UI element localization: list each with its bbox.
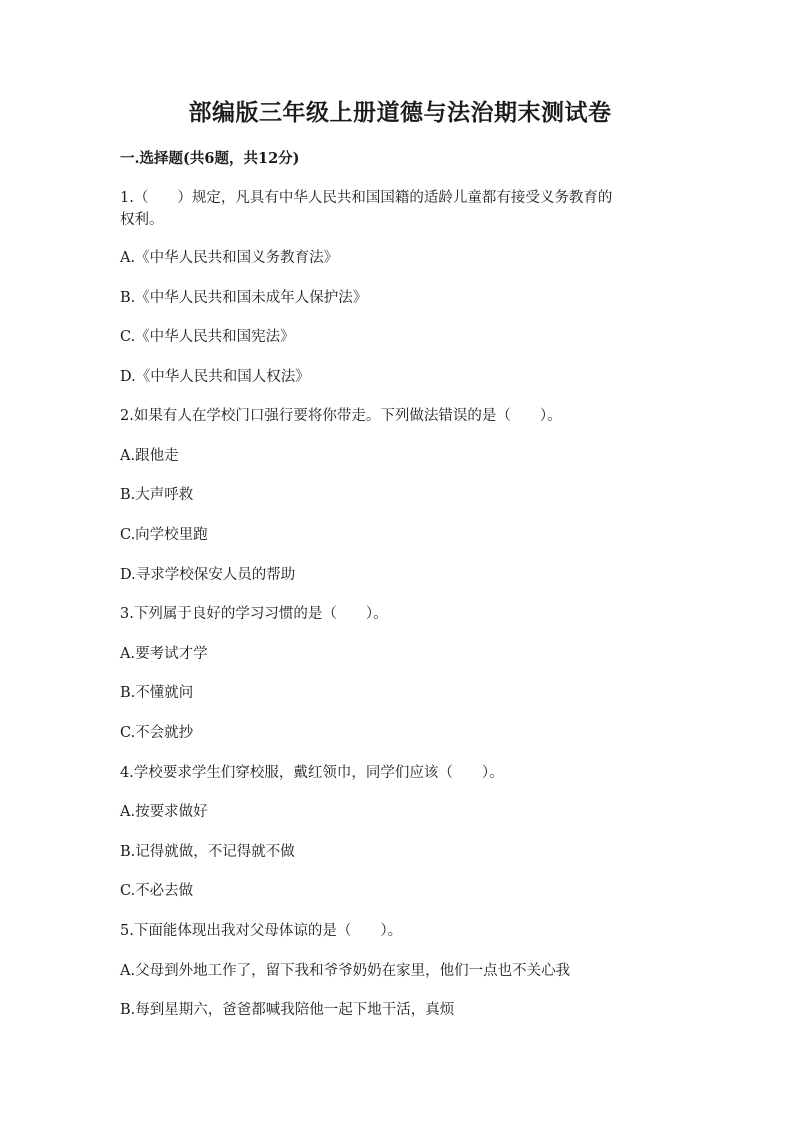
question-2-stem: 2.如果有人在学校门口强行要将你带走。下列做法错误的是（ ）。 <box>120 408 562 424</box>
question-2-option-c: C.向学校里跑 <box>120 527 208 543</box>
question-3-option-a: A.要考试才学 <box>120 646 208 662</box>
question-5-option-a: A.父母到外地工作了，留下我和爷爷奶奶在家里，他们一点也不关心我 <box>120 963 571 979</box>
question-1-option-d: D.《中华人民共和国人权法》 <box>120 369 310 385</box>
question-4-option-a: A.按要求做好 <box>120 804 208 820</box>
exam-title: 部编版三年级上册道德与法治期末测试卷 <box>188 99 612 126</box>
question-4-option-c: C.不必去做 <box>120 883 194 899</box>
section-heading: 一.选择题(共6题，共12分) <box>120 150 300 167</box>
question-1-option-b: B.《中华人民共和国未成年人保护法》 <box>120 290 368 306</box>
question-4-option-b: B.记得就做，不记得就不做 <box>120 844 295 860</box>
question-5-stem: 5.下面能体现出我对父母体谅的是（ ）。 <box>120 923 403 939</box>
question-2-option-b: B.大声呼救 <box>120 487 194 503</box>
question-1-stem-line2: 权利。 <box>120 212 164 228</box>
question-5-option-b: B.每到星期六，爸爸都喊我陪他一起下地干活，真烦 <box>120 1002 455 1018</box>
question-1-stem-line1: 1.（ ）规定，凡具有中华人民共和国国籍的适龄儿童都有接受义务教育的 <box>120 190 613 206</box>
question-3-option-b: B.不懂就问 <box>120 685 194 701</box>
question-1-option-c: C.《中华人民共和国宪法》 <box>120 329 295 345</box>
question-1-option-a: A.《中华人民共和国义务教育法》 <box>120 250 339 266</box>
question-4-stem: 4.学校要求学生们穿校服，戴红领巾，同学们应该（ ）。 <box>120 765 504 781</box>
question-2-option-d: D.寻求学校保安人员的帮助 <box>120 567 296 583</box>
question-3-stem: 3.下列属于良好的学习习惯的是（ ）。 <box>120 606 388 622</box>
question-3-option-c: C.不会就抄 <box>120 725 194 741</box>
question-2-option-a: A.跟他走 <box>120 448 179 464</box>
